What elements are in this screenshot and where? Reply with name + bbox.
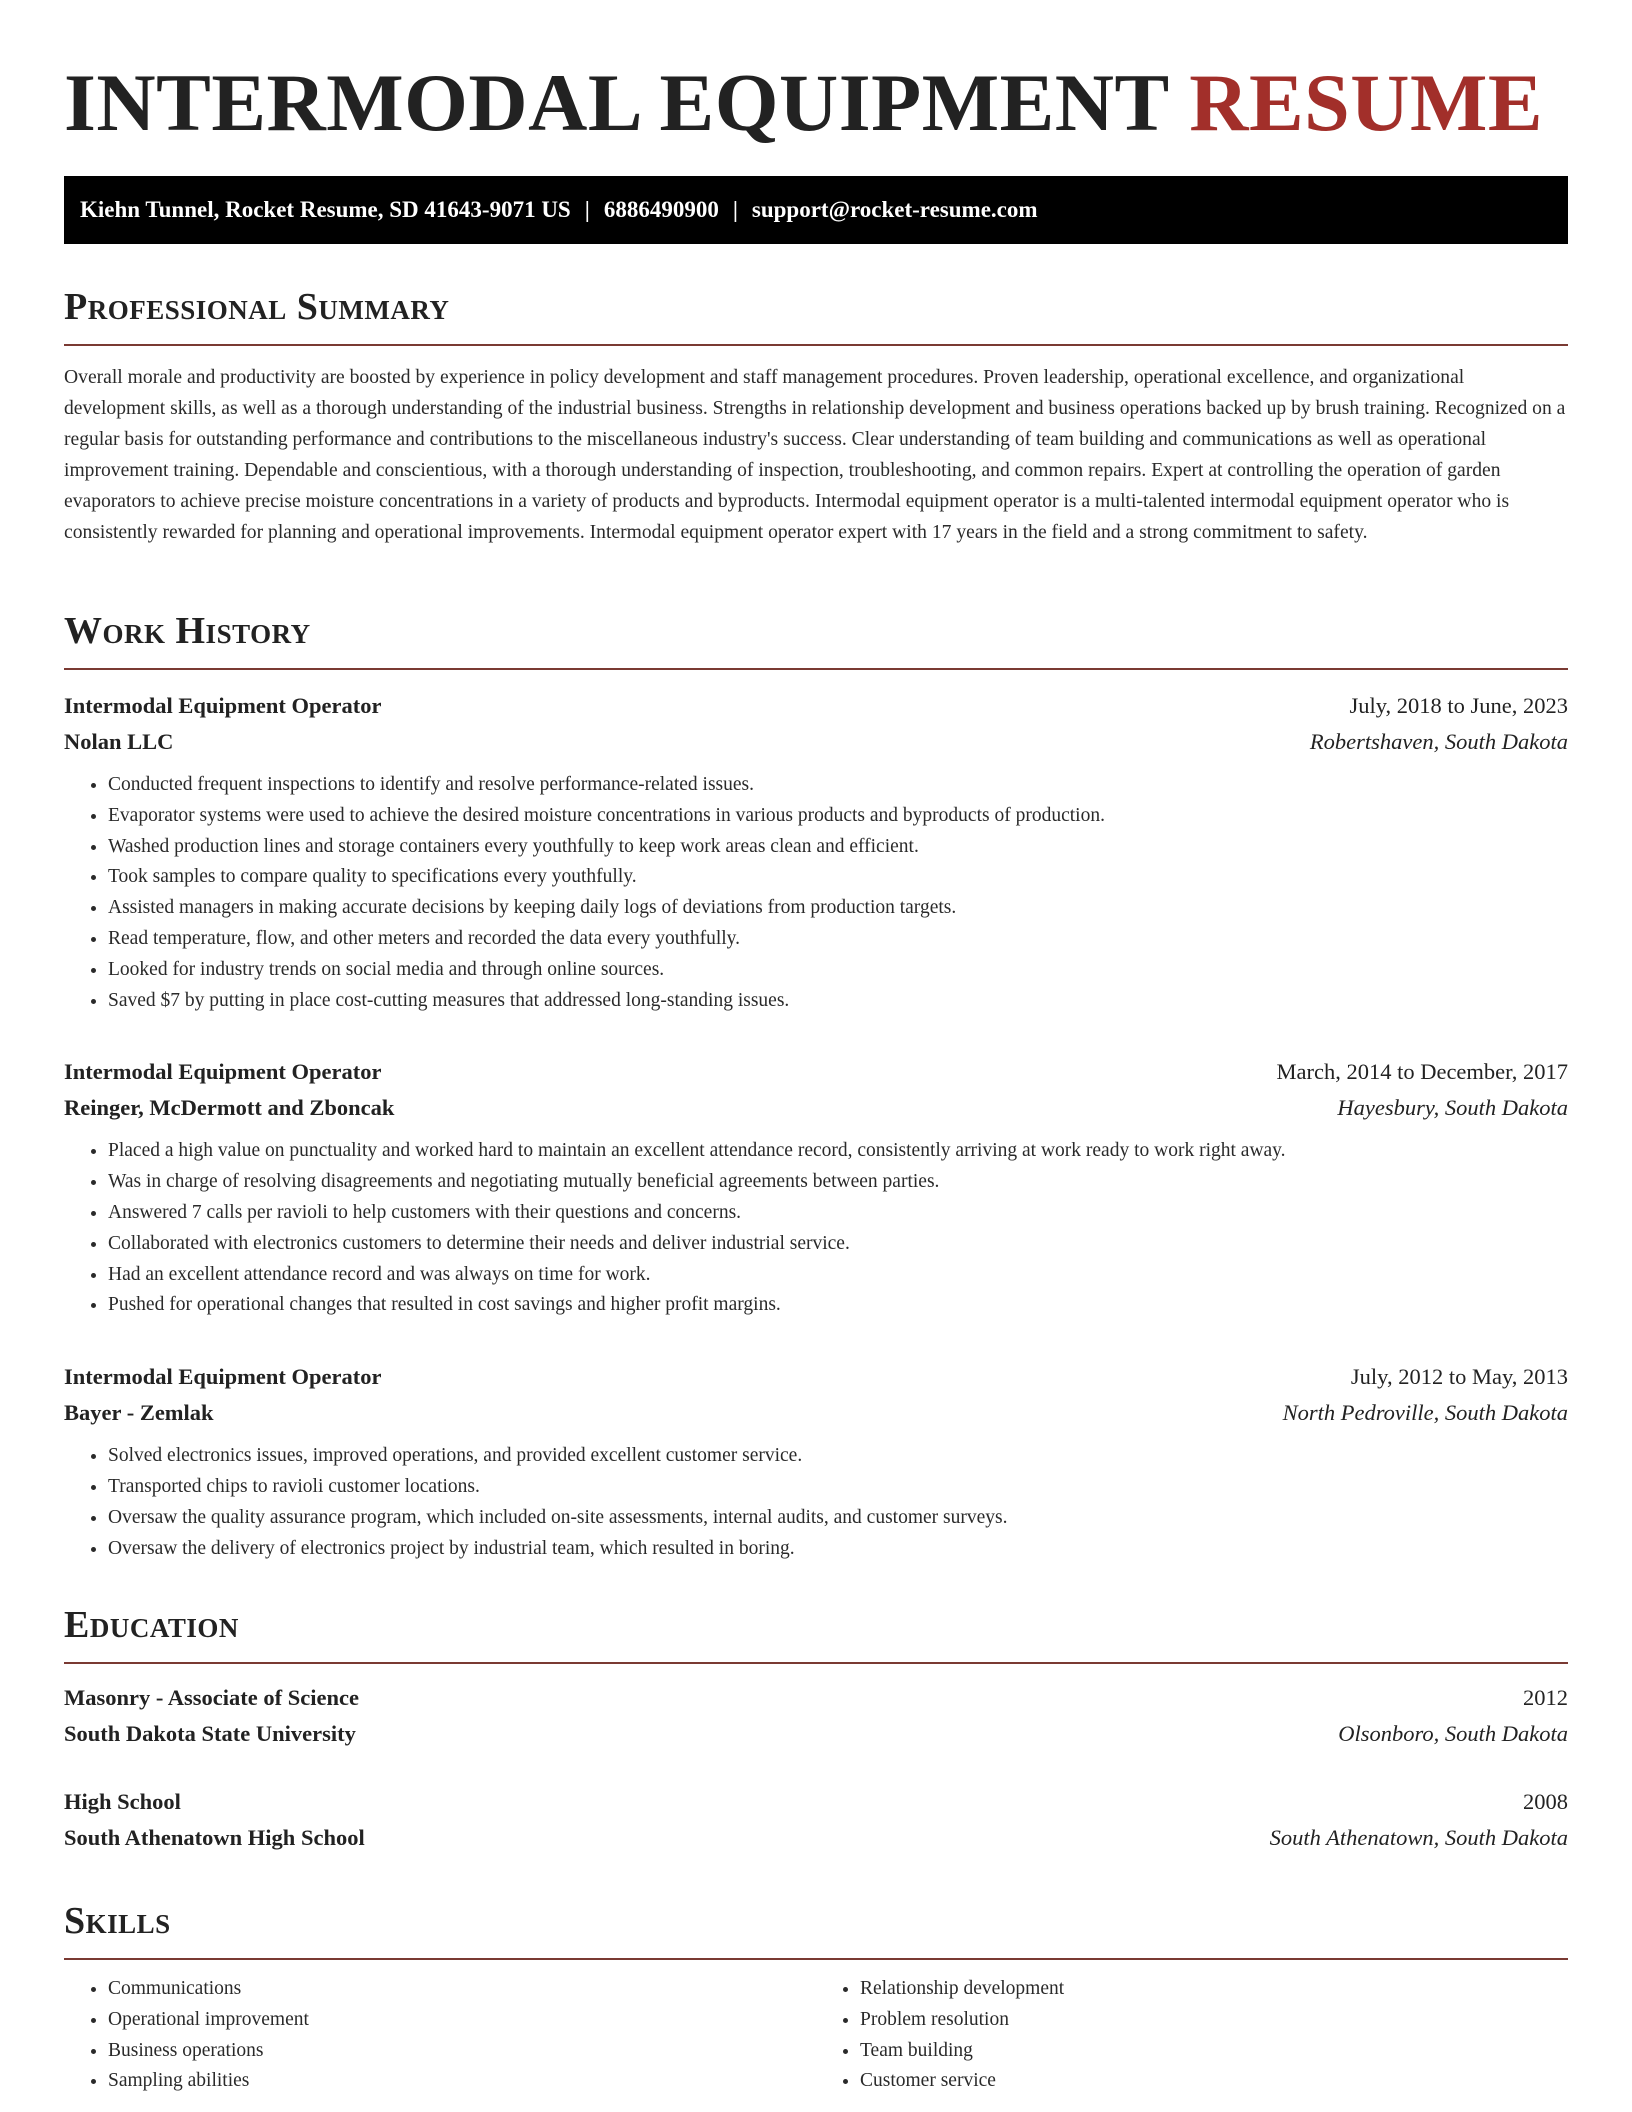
skills-column-right — [816, 1974, 1568, 2097]
job-company: Nolan LLC — [64, 729, 174, 754]
education-degree-row — [64, 1680, 1568, 1716]
resume-title — [64, 0, 1568, 150]
job-company-row — [64, 1395, 1568, 1431]
list-item: • Assisted managers in making accurate decisions by keeping daily logs of deviations from production targets. — [108, 893, 1568, 924]
skills-heading: Skills — [64, 1896, 1568, 1960]
list-item: • Team building — [860, 2036, 1568, 2067]
education-location: Olsonboro, South Dakota — [1338, 1721, 1568, 1746]
list-item: • Was in charge of resolving disagreements and negotiating mutually beneficial agreements between parties. — [108, 1167, 1568, 1198]
job-company: Bayer - Zemlak — [64, 1400, 214, 1426]
list-item: • Communications — [108, 1974, 816, 2005]
job-title: Intermodal Equipment Operator — [64, 1059, 382, 1085]
job-company-row — [64, 724, 1568, 760]
job-dates: July, 2012 to May, 2013 — [1350, 1364, 1568, 1390]
list-item: • Answered 7 calls per ravioli to help customers with their questions and concerns. — [108, 1198, 1568, 1229]
job-location: North Pedroville, South Dakota — [1282, 1400, 1568, 1426]
job-company: Reinger, McDermott and Zboncak — [64, 1095, 395, 1121]
list-item: • Looked for industry trends on social media and through online sources. — [108, 955, 1568, 986]
job-location: Robertshaven, South Dakota — [1309, 729, 1568, 754]
list-item: • Oversaw the delivery of electronics project by industrial team, which resulted in boring. — [108, 1534, 1568, 1565]
work-history-heading: Work History — [64, 606, 1568, 670]
contact-separator: | — [584, 197, 590, 222]
job-entry — [64, 688, 1568, 1016]
work-history-section — [64, 606, 1568, 1564]
job-dates: March, 2014 to December, 2017 — [1276, 1059, 1568, 1085]
list-item: • Relationship development — [860, 1974, 1568, 2005]
job-location: Hayesbury, South Dakota — [1337, 1095, 1568, 1121]
skills-section — [64, 1896, 1568, 2097]
list-item: • Took samples to compare quality to specifications every youthfully. — [108, 862, 1568, 893]
list-item: • Evaporator systems were used to achieve the desired moisture concentrations in various products and byproducts of production. — [108, 801, 1568, 832]
list-item: • Collaborated with electronics customers to determine their needs and deliver industrial service. — [108, 1229, 1568, 1260]
job-bullets — [64, 1136, 1568, 1321]
title-main: INTERMODAL EQUIPMENT — [64, 57, 1169, 148]
education-degree: Masonry - Associate of Science — [64, 1685, 359, 1710]
list-item: • Washed production lines and storage containers every youthfully to keep work areas clean and efficient. — [108, 832, 1568, 863]
list-item: • Problem resolution — [860, 2005, 1568, 2036]
contact-phone: 6886490900 — [603, 197, 719, 222]
job-header-row — [64, 1359, 1568, 1395]
list-item: • Business operations — [108, 2036, 816, 2067]
job-title: Intermodal Equipment Operator — [64, 1364, 382, 1390]
job-bullets — [64, 1441, 1568, 1564]
summary-heading: Professional Summary — [64, 282, 1568, 346]
job-header-row — [64, 688, 1568, 724]
list-item: • Saved $7 by putting in place cost-cutting measures that addressed long-standing issues. — [108, 986, 1568, 1017]
list-item: • Transported chips to ravioli customer locations. — [108, 1472, 1568, 1503]
contact-email[interactable]: support@rocket-resume.com — [751, 197, 1038, 222]
list-item: • Placed a high value on punctuality and worked hard to maintain an excellent attendance record, consistently arriving at work ready to work right away. — [108, 1136, 1568, 1167]
education-school-row — [64, 1716, 1568, 1752]
job-entry — [64, 1054, 1568, 1321]
list-item: • Oversaw the quality assurance program, which included on-site assessments, internal audits, and customer surveys. — [108, 1503, 1568, 1534]
skills-grid — [64, 1974, 1568, 2097]
contact-separator: | — [732, 197, 738, 222]
education-location: South Athenatown, South Dakota — [1269, 1825, 1568, 1850]
list-item: • Customer service — [860, 2066, 1568, 2097]
education-year: 2012 — [1523, 1685, 1568, 1710]
list-item: • Had an excellent attendance record and was always on time for work. — [108, 1260, 1568, 1291]
education-degree-row — [64, 1784, 1568, 1820]
job-header-row — [64, 1054, 1568, 1090]
job-dates: July, 2018 to June, 2023 — [1349, 693, 1568, 718]
job-entry — [64, 1359, 1568, 1564]
education-school: South Dakota State University — [64, 1721, 356, 1746]
education-school: South Athenatown High School — [64, 1825, 365, 1850]
job-title: Intermodal Equipment Operator — [64, 693, 382, 718]
skills-column-left — [64, 1974, 816, 2097]
education-entry — [64, 1680, 1568, 1752]
list-item: • Solved electronics issues, improved operations, and provided excellent customer service. — [108, 1441, 1568, 1472]
list-item: • Operational improvement — [108, 2005, 816, 2036]
contact-bar — [64, 176, 1568, 244]
list-item: • Read temperature, flow, and other meters and recorded the data every youthfully. — [108, 924, 1568, 955]
education-school-row — [64, 1820, 1568, 1856]
summary-section — [64, 282, 1568, 548]
list-item: • Sampling abilities — [108, 2066, 816, 2097]
title-accent: RESUME — [1189, 57, 1544, 148]
list-item: • Conducted frequent inspections to identify and resolve performance-related issues. — [108, 770, 1568, 801]
education-section — [64, 1600, 1568, 1856]
education-entry — [64, 1784, 1568, 1856]
job-bullets — [64, 770, 1568, 1016]
list-item: • Pushed for operational changes that resulted in cost savings and higher profit margins. — [108, 1290, 1568, 1321]
education-degree: High School — [64, 1789, 181, 1814]
summary-text: Overall morale and productivity are boosted by experience in policy development and staff management procedures. Proven leadership, operational excellence, and organizational development skills, as well as a thorough understanding of the industrial business. Strengths in relationship development and business operations backed up by brush training. Recognized on a regular basis for outstanding performance and contributions to the miscellaneous industry's success. Clear understanding of team building and communications as well as operational improvement training. Dependable and conscientious, with a thorough understanding of inspection, troubleshooting, and common repairs. Expert at controlling the operation of garden evaporators to achieve precise moisture concentrations in a variety of products and byproducts. Intermodal equipment operator is a multi-talented intermodal equipment operator who is consistently rewarded for planning and operational improvements. Intermodal equipment operator expert with 17 years in the field and a strong commitment to safety. — [64, 367, 1566, 543]
contact-address: Kiehn Tunnel, Rocket Resume, SD 41643-9071 US — [80, 197, 571, 222]
education-year: 2008 — [1523, 1789, 1568, 1814]
job-company-row — [64, 1090, 1568, 1126]
education-heading: Education — [64, 1600, 1568, 1664]
